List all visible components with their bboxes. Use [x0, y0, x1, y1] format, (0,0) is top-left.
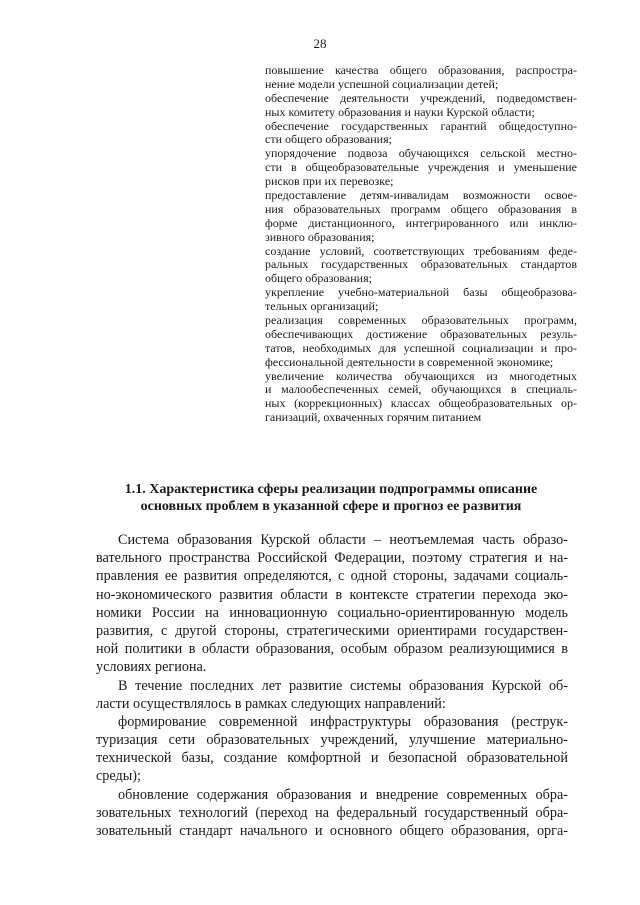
goal-item-line: рисков при их перевозке;	[265, 174, 394, 189]
goal-item	[265, 64, 577, 92]
page-number: 28	[313, 36, 327, 51]
goal-item-line: фессиональной деятельности в современной экономике;	[265, 354, 554, 369]
goal-item-line: сти общего образования;	[265, 132, 392, 147]
goal-item-line: ральных государственных образовательных стандартов	[265, 257, 577, 272]
goal-item	[265, 189, 577, 245]
paragraph-line: но-экономического развития области в контексте стратегии перехода эко-	[96, 586, 568, 603]
paragraph	[96, 786, 568, 841]
goal-item-line: реализация современных образовательных программ,	[265, 313, 577, 328]
paragraph-line: правления ее развития определяются, с одной стороны, задачами социаль-	[96, 568, 568, 585]
goal-item	[265, 245, 577, 287]
goal-item-line: татов, необходимых для успешной социализации и про-	[265, 340, 577, 355]
goal-item-line: нение модели успешной социализации детей;	[265, 76, 499, 91]
paragraph	[96, 677, 568, 713]
goal-item-line: предоставление детям-инвалидам возможности освое-	[265, 188, 577, 203]
paragraph-line: развития, с другой стороны, стратегическими ориентирами государствен-	[96, 622, 568, 639]
goal-item-line: ных (коррекционных) классах общеобразовательных ор-	[265, 396, 577, 411]
paragraph-line: туризация сети образовательных учреждений, улучшение материально-	[96, 732, 568, 749]
section-heading-line: основных проблем в указанной сфере и прогноз ее развития	[140, 499, 522, 514]
goal-item	[265, 120, 577, 148]
goal-item-line: общего образования;	[265, 271, 372, 286]
goal-item-line: форме дистанционного, интегрированного или инклю-	[265, 215, 577, 230]
goal-item-line: обеспечение деятельности учреждений, подведомствен-	[265, 90, 577, 105]
goal-item-line: ных комитету образования и науки Курской области;	[265, 104, 535, 119]
goal-item-line: и малообеспеченных семей, обучающихся в специаль-	[265, 382, 577, 397]
goal-item-line: тельных организаций;	[265, 299, 379, 314]
paragraph-line: формирование современной инфраструктуры образования (реструк-	[118, 713, 568, 730]
paragraph-line: Система образования Курской области – неотъемлемая часть образо-	[118, 532, 568, 548]
body-text	[96, 531, 568, 840]
paragraph-line: вательного пространства Российской Федерации, поэтому стратегия и на-	[96, 550, 568, 567]
goal-item-line: обеспечение государственных гарантий общедоступно-	[265, 118, 577, 133]
paragraph-line: номики России на инновационную социально-ориентированную модель	[96, 604, 568, 621]
paragraph	[96, 713, 568, 786]
goals-list	[265, 64, 577, 425]
goal-item-line: повышение качества общего образования, распростра-	[265, 63, 577, 77]
goal-item	[265, 147, 577, 189]
paragraph	[96, 531, 568, 677]
paragraph-line: технической базы, создание комфортной и безопасной образовательной	[96, 750, 568, 767]
paragraph-line: обновление содержания образования и внедрение современных обра-	[118, 786, 568, 803]
paragraph-line: среды);	[96, 768, 141, 785]
goal-item-line: обеспечивающих достижение образовательных резуль-	[265, 326, 577, 341]
section-heading	[96, 481, 566, 515]
goal-item-line: сти в общеобразовательные учреждения и уменьшение	[265, 160, 577, 175]
section-heading-line: 1.1. Характеристика сферы реализации подпрограммы описание	[124, 482, 538, 497]
paragraph-line: ной политики в области образования, особым образом реализующимися в	[96, 641, 568, 658]
paragraph-line: зовательных технологий (переход на федеральный государственный обра-	[96, 804, 568, 821]
goal-item-line: ния образовательных программ общего образования в	[265, 201, 577, 216]
goal-item-line: создание условий, соответствующих требованиям феде-	[265, 243, 577, 258]
paragraph-line: ласти осуществлялось в рамках следующих направлений:	[96, 695, 446, 712]
goal-item-line: ганизаций, охваченных горячим питанием	[265, 410, 482, 425]
goal-item	[265, 314, 577, 370]
goal-item-line: упорядочение подвоза обучающихся сельской местно-	[265, 146, 577, 161]
goal-item	[265, 370, 577, 426]
paragraph-line: В течение последних лет развитие системы образования Курской об-	[118, 677, 568, 694]
paragraph-line: зовательный стандарт начального и основного общего образования, орга-	[96, 823, 568, 839]
goal-item	[265, 286, 577, 314]
goal-item-line: укрепление учебно-материальной базы общеобразова-	[265, 285, 577, 300]
paragraph-line: условиях региона.	[96, 659, 207, 676]
goal-item	[265, 92, 577, 120]
goal-item-line: зивного образования;	[265, 229, 375, 244]
goal-item-line: увеличение количества обучающихся из многодетных	[265, 368, 577, 383]
